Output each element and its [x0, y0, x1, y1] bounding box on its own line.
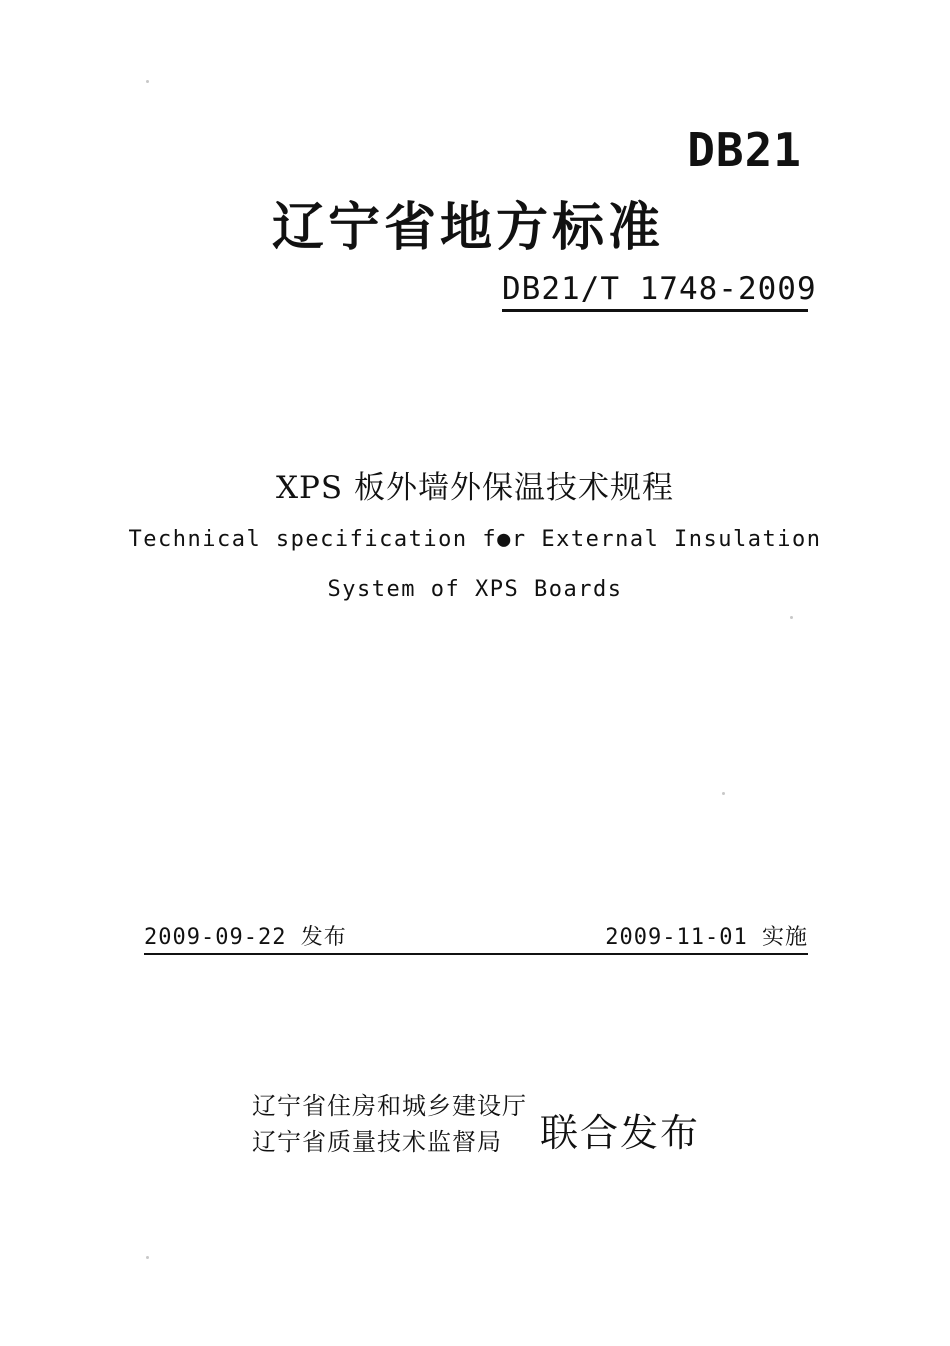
- scan-speck: [722, 792, 725, 795]
- standard-type-heading: 辽宁省地方标准: [272, 197, 665, 258]
- implementation-date: 2009-11-01 实施: [605, 925, 808, 950]
- standard-number: DB21/T 1748-2009: [502, 271, 817, 307]
- document-title-chinese: XPS 板外墙外保温技术规程: [275, 470, 675, 506]
- scan-speck: [146, 80, 149, 83]
- joint-release-label: 联合发布: [540, 1111, 701, 1155]
- document-title-english-line2: System of XPS Boards: [327, 577, 623, 602]
- issue-date: 2009-09-22 发布: [144, 925, 347, 950]
- scan-speck: [790, 616, 793, 619]
- issuer-quality-bureau: 辽宁省质量技术监督局: [252, 1128, 502, 1156]
- standard-number-underline: [502, 309, 808, 312]
- issuer-housing-department: 辽宁省住房和城乡建设厅: [252, 1092, 527, 1120]
- scan-speck: [146, 1256, 149, 1259]
- dates-divider: [144, 953, 808, 955]
- document-title-english-line1: Technical specification f●r External Insulation: [128, 527, 822, 552]
- standard-code: DB21: [687, 123, 802, 177]
